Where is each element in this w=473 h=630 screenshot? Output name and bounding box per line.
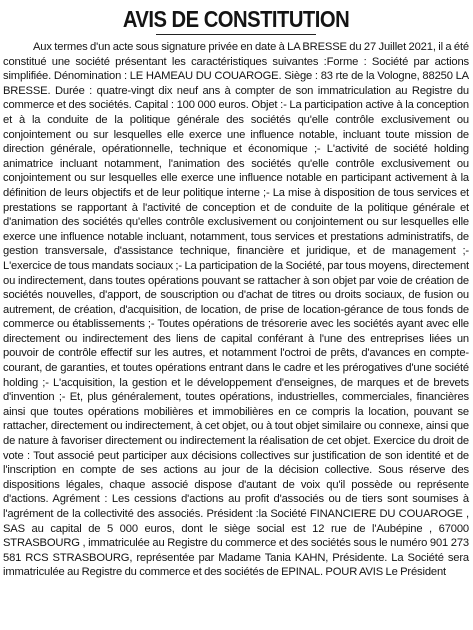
notice-title: AVIS DE CONSTITUTION [122,6,350,32]
title-underline [156,34,316,35]
notice-body: Aux termes d'un acte sous signature privée en date à LA BRESSE du 27 Juillet 2021, il a été constitué une société présentant les caractéristiques suivantes :Forme : Société par actions simplifiée. Dénomination : LE HAMEAU DU COUAROGE. Siège : 83 rte de la Vologne, 88250 LA BRESSE. Durée : quatre-vingt dix neuf ans à compter de son immatriculation au Registre du commerce et des sociétés. Capital : 100 000 euros. Objet :- La participation active à la conception et à la conduite de la politique générale des sociétés qu'elle contrôle exclusivement ou conjointement ou sur lesquelles elle exerce une influence notable, incluant toute mission de direction générale, opérationnelle, technique et économique ;- L'activité de société holding animatrice incluant notamment, l'animation des sociétés qu'elle contrôle exclusivement ou conjointement ou sur lesquelles elle exerce une influence notable en participant activement à la définition de leurs objectifs et de leur politique interne ;- La mise à disposition de tous services et prestations se rapportant à l'activité de conception et de conduite de la politique générale et d'animation des sociétés qu'elles contrôle exclusivement ou conjointement ou sur lesquelles elle exerce une influence notable incluant, notamment, tous services et prestations administratifs, de gestion transversale, d'assistance technique, financière et juridique, et de management ;- L'exercice de tous mandats sociaux ;- La participation de la Société, par tous moyens, directement ou indirectement, dans toutes opérations pouvant se rattacher à son objet par voie de création de sociétés nouvelles, d'apport, de souscription ou d'achat de titres ou droits sociaux, de fusion ou autrement, de création, d'acquisition, de location, de prise de location-gérance de tous fonds de commerce ou établissements ;- Toutes opérations de trésorerie avec les sociétés ayant avec elle directement ou indirectement des liens de capital conférant à l'une des entreprises liées un pouvoir de contrôle effectif sur les autres, et notamment l'octroi de prêts, d'avances en compte-courant, de garanties, et toutes opérations entrant dans le cadre et les prérogatives d'une société holding ;- L'acquisition, la gestion et le développement d'enseignes, de marques et de brevets d'invention ;- Et, plus généralement, toutes opérations, industrielles, commerciales, financières ainsi que toutes opérations mobilières et immobilières en ce compris la location, pouvant se rattacher, directement ou indirectement, à cet objet, ou à tout objet similaire ou connexe, ainsi que de nature à favoriser directement ou indirectement la réalisation de cet objet. Exercice du droit de vote : Tout associé peut participer aux décisions collectives sur justification de son identité et de l'inscription en compte de ses actions au jour de la décision collective. Sous réserve des dispositions légales, chaque associé dispose d'autant de voix qu'il possède ou représente d'actions. Agrément : Les cessions d'actions au profit d'associés ou de tiers sont soumises à l'agrément de la collectivité des associés. Président :la Société FINANCIERE DU COUAROGE , SAS au capital de 5 000 euros, dont le siège social est 12 rue de l'Aubépine , 67000 STRASBOURG , immatriculée au Registre du commerce et des sociétés sous le numéro 901 273 581 RCS STRASBOURG, représentée par Madame Tania KAHN, Présidente. La Société sera immatriculée au Registre du commerce et des sociétés de EPINAL. POUR AVIS Le Président [3,41,469,579]
